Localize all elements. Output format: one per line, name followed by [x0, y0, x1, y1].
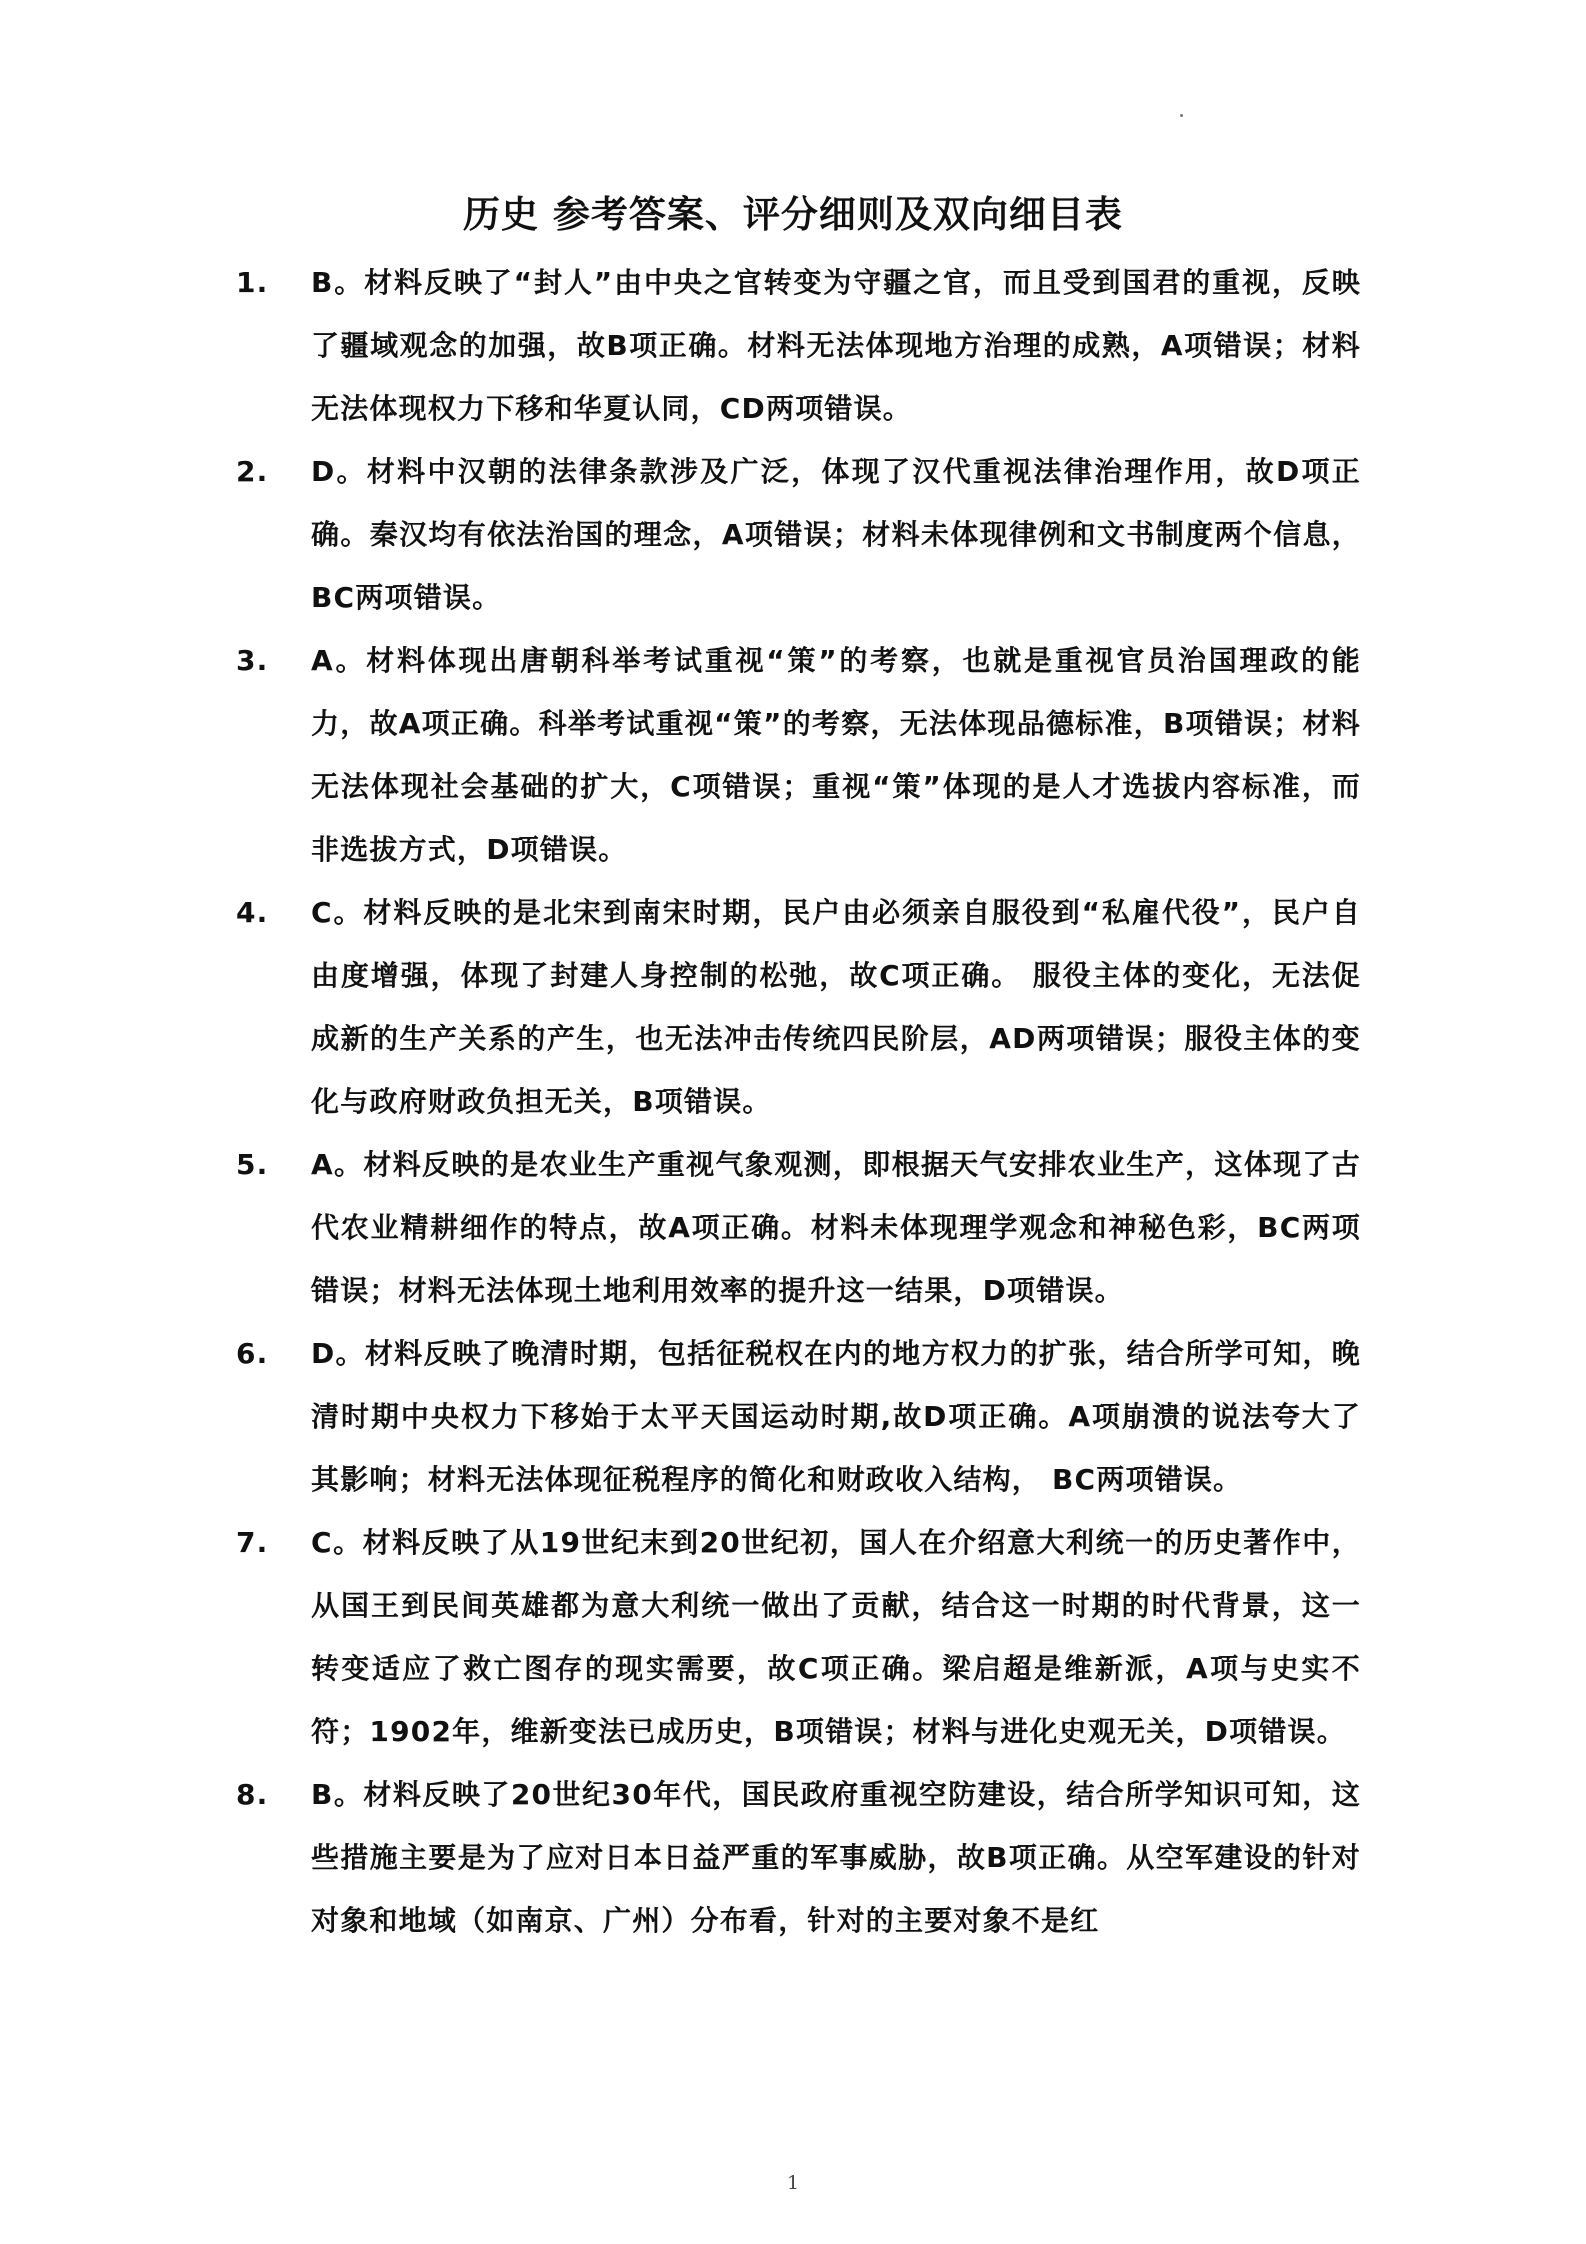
answer-number: 3. — [236, 644, 269, 677]
answer-number: 6. — [236, 1337, 269, 1370]
answer-text: A。材料反映的是农业生产重视气象观测，即根据天气安排农业生产，这体现了古代农业精耕细作的特点，故A项正确。材料未体现理学观念和神秘色彩，BC两项错误；材料无法体现土地利用效率的提升这一结果，D项错误。 — [311, 1148, 1361, 1307]
answer-item-7 — [236, 1511, 1361, 1763]
answer-item-6 — [236, 1322, 1361, 1511]
answer-item-1 — [236, 251, 1361, 440]
answer-item-2 — [236, 440, 1361, 629]
answer-number: 8. — [236, 1778, 269, 1811]
answer-item-4 — [236, 881, 1361, 1133]
answer-text: D。材料反映了晚清时期，包括征税权在内的地方权力的扩张，结合所学可知，晚清时期中央权力下移始于太平天国运动时期,故D项正确。A项崩溃的说法夸大了其影响；材料无法体现征税程序的简化和财政收入结构， BC两项错误。 — [311, 1337, 1361, 1496]
answer-item-5 — [236, 1133, 1361, 1322]
answer-number: 5. — [236, 1148, 269, 1181]
answer-number: 7. — [236, 1526, 269, 1559]
answer-text: D。材料中汉朝的法律条款涉及广泛，体现了汉代重视法律治理作用，故D项正确。秦汉均有依法治国的理念，A项错误；材料未体现律例和文书制度两个信息，BC两项错误。 — [311, 455, 1361, 614]
answer-text: B。材料反映了“封人”由中央之官转变为守疆之官，而且受到国君的重视，反映了疆域观念的加强，故B项正确。材料无法体现地方治理的成熟，A项错误；材料无法体现权力下移和华夏认同，CD两项错误。 — [311, 266, 1361, 425]
answer-item-3 — [236, 629, 1361, 881]
answer-number: 1. — [236, 266, 269, 299]
answer-number: 2. — [236, 455, 269, 488]
answer-text: C。材料反映了从19世纪末到20世纪初，国人在介绍意大利统一的历史著作中，从国王到民间英雄都为意大利统一做出了贡献，结合这一时期的时代背景，这一转变适应了救亡图存的现实需要，故C项正确。梁启超是维新派，A项与史实不符；1902年，维新变法已成历史，B项错误；材料与进化史观无关，D项错误。 — [311, 1526, 1361, 1748]
speck-mark — [1180, 114, 1183, 117]
answer-item-8 — [236, 1763, 1361, 1952]
answer-text: A。材料体现出唐朝科举考试重视“策”的考察，也就是重视官员治国理政的能力，故A项正确。科举考试重视“策”的考察，无法体现品德标准，B项错误；材料无法体现社会基础的扩大，C项错误；重视“策”体现的是人才选拔内容标准，而非选拔方式，D项错误。 — [311, 644, 1361, 866]
document-title: 历史 参考答案、评分细则及双向细目表 — [463, 193, 1123, 236]
page-number: 1 — [786, 2172, 800, 2194]
answer-list — [236, 251, 1361, 1952]
answer-text: B。材料反映了20世纪30年代，国民政府重视空防建设，结合所学知识可知，这些措施主要是为了应对日本日益严重的军事威胁，故B项正确。从空军建设的针对对象和地域（如南京、广州）分布看，针对的主要对象不是红 — [311, 1778, 1361, 1937]
answer-text: C。材料反映的是北宋到南宋时期，民户由必须亲自服役到“私雇代役”，民户自由度增强，体现了封建人身控制的松弛，故C项正确。 服役主体的变化，无法促成新的生产关系的产生，也无法冲击传统四民阶层，AD两项错误；服役主体的变化与政府财政负担无关，B项错误。 — [311, 896, 1361, 1118]
answer-number: 4. — [236, 896, 269, 929]
